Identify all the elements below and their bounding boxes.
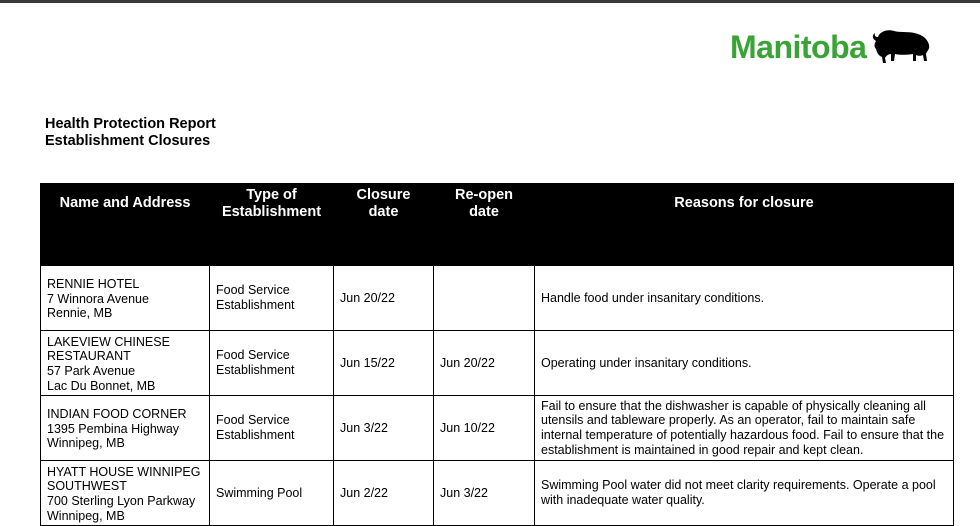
table-row	[41, 396, 954, 461]
cell-name-address: INDIAN FOOD CORNER 1395 Pembina Highway Winnipeg, MB	[41, 396, 210, 461]
cell-reason: Fail to ensure that the dishwasher is capable of physically cleaning all utensils and tableware properly. As an operator, fail to maintain safe internal temperature of potentially hazardous food. Fail to ensure that the establishment is maintained in good repair and kept clean.	[535, 396, 954, 461]
header-name-address: Name and Address	[41, 184, 210, 266]
cell-name-address: RENNIE HOTEL 7 Winnora Avenue Rennie, MB	[41, 266, 210, 331]
header-reopen-date: Re-open date	[434, 184, 535, 266]
report-title	[45, 116, 216, 150]
top-border	[0, 0, 980, 3]
cell-reopen-date: Jun 20/22	[434, 331, 535, 396]
cell-name-address: HYATT HOUSE WINNIPEG SOUTHWEST 700 Sterling Lyon Parkway Winnipeg, MB	[41, 461, 210, 526]
table-row	[41, 461, 954, 526]
cell-reopen-date: Jun 3/22	[434, 461, 535, 526]
cell-reason: Handle food under insanitary conditions.	[535, 266, 954, 331]
cell-reopen-date	[434, 266, 535, 331]
manitoba-logo	[730, 24, 934, 70]
report-title-line2: Establishment Closures	[45, 133, 211, 149]
header-reasons: Reasons for closure	[535, 184, 954, 266]
table-row	[41, 266, 954, 331]
bison-icon	[870, 27, 934, 67]
header-closure-date: Closure date	[334, 184, 434, 266]
cell-type: Food Service Establishment	[210, 266, 334, 331]
cell-type: Food Service Establishment	[210, 396, 334, 461]
closures-table	[40, 183, 954, 526]
logo-text: Manitoba	[730, 29, 867, 65]
cell-reason: Operating under insanitary conditions.	[535, 331, 954, 396]
header-type: Type of Establishment	[210, 184, 334, 266]
table-row	[41, 331, 954, 396]
cell-type: Swimming Pool	[210, 461, 334, 526]
cell-closure-date: Jun 20/22	[334, 266, 434, 331]
cell-closure-date: Jun 2/22	[334, 461, 434, 526]
cell-name-address: LAKEVIEW CHINESE RESTAURANT 57 Park Avenue Lac Du Bonnet, MB	[41, 331, 210, 396]
cell-closure-date: Jun 15/22	[334, 331, 434, 396]
cell-reason: Swimming Pool water did not meet clarity requirements. Operate a pool with inadequate water quality.	[535, 461, 954, 526]
cell-closure-date: Jun 3/22	[334, 396, 434, 461]
report-title-line1: Health Protection Report	[45, 116, 216, 132]
table-header-row	[41, 184, 954, 266]
cell-reopen-date: Jun 10/22	[434, 396, 535, 461]
cell-type: Food Service Establishment	[210, 331, 334, 396]
